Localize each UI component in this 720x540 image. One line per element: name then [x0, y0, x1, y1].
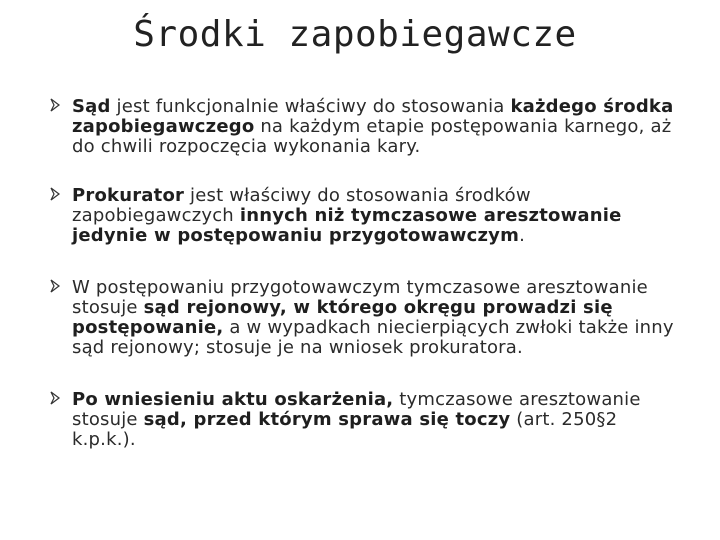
slide-title: Środki zapobiegawcze [133, 14, 577, 55]
text-run: (art. 250§2 k.p.k.). [72, 409, 618, 450]
text-run: jest funkcjonalnie właściwy do stosowania [110, 96, 511, 117]
text-run: Prokurator [72, 185, 185, 206]
bullet-text [72, 389, 641, 450]
text-run: Po wniesieniu aktu oskarżenia, [72, 389, 394, 410]
text-run: . [519, 225, 525, 246]
bullet-item-3 [50, 278, 680, 358]
text-run: innych niż tymczasowe aresztowanie jedynie w postępowaniu przygotowawczym [72, 205, 622, 246]
bullet-text [72, 277, 674, 358]
arrowhead-bullet-icon [50, 391, 60, 405]
bullet-item-1 [50, 97, 680, 157]
arrowhead-bullet-icon [50, 279, 60, 293]
bullet-text [72, 185, 622, 246]
bullet-list [50, 97, 680, 479]
bullet-item-2 [50, 186, 680, 246]
text-run: każdego środka zapobiegawczego [72, 96, 674, 137]
text-run: a w wypadkach niecierpiących zwłoki także inny sąd rejonowy; stosuje je na wniosek prokuratora. [72, 317, 674, 358]
arrowhead-bullet-icon [50, 98, 60, 112]
text-run: sąd rejonowy, w którego okręgu prowadzi się postępowanie, [72, 297, 613, 338]
text-run: sąd, przed którym sprawa się toczy [143, 409, 511, 430]
text-run: na każdym etapie postępowania karnego, aż do chwili rozpoczęcia wykonania kary. [72, 116, 672, 157]
bullet-text [72, 96, 673, 157]
text-run: Sąd [72, 96, 111, 117]
text-run: tymczasowe aresztowanie stosuje [72, 389, 641, 430]
arrowhead-bullet-icon [50, 187, 60, 201]
bullet-item-4 [50, 390, 680, 450]
text-run: W postępowaniu przygotowawczym tymczasowe aresztowanie stosuje [72, 277, 648, 318]
text-run: jest właściwy do stosowania środków zapobiegawczych [72, 185, 531, 226]
